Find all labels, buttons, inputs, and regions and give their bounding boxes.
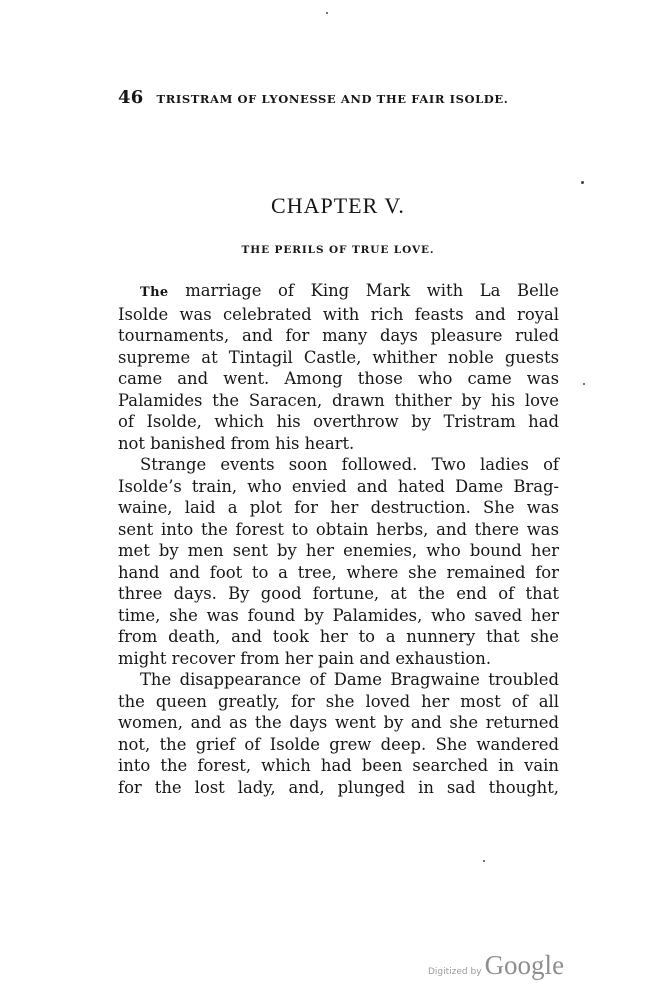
text-line: for the lost lady, and, plunged in sad thought, xyxy=(118,777,559,797)
text-line: into the forest, which had been searched in vain xyxy=(118,756,559,775)
text-line: not banished from his heart. xyxy=(118,433,355,453)
watermark-brand: Google xyxy=(484,950,565,980)
text-line: from death, and took her to a nunnery that she xyxy=(118,627,559,646)
paragraph xyxy=(118,669,559,798)
body-text xyxy=(118,280,559,798)
scan-speck xyxy=(483,860,485,862)
chapter-subtitle: THE PERILS OF TRUE LOVE. xyxy=(241,244,435,256)
text-line: waine, laid a plot for her destruction. She was xyxy=(118,498,559,517)
text-line: of Isolde, which his overthrow by Tristram had xyxy=(118,412,559,431)
paragraph xyxy=(118,454,559,669)
watermark-prefix: Digitized by xyxy=(428,967,482,977)
page-number: 46 xyxy=(118,87,144,108)
lead-word: The xyxy=(140,285,169,300)
text-line: Palamides the Saracen, drawn thither by his love xyxy=(118,390,559,410)
text-line: met by men sent by her enemies, who bound her xyxy=(118,541,559,560)
text-line: Strange events soon followed. Two ladies of xyxy=(140,455,559,474)
text-line: three days. By good fortune, at the end of that xyxy=(118,584,559,603)
text-line: the queen greatly, for she loved her most of all xyxy=(118,691,559,711)
running-title: TRISTRAM OF LYONESSE AND THE FAIR ISOLDE. xyxy=(156,92,509,106)
digitized-watermark xyxy=(428,950,564,981)
paragraph xyxy=(118,280,559,454)
text-line: hand and foot to a tree, where she remained for xyxy=(118,562,559,582)
text-line: women, and as the days went by and she returned xyxy=(118,713,559,732)
chapter-heading: CHAPTER V. xyxy=(271,193,405,218)
text-line: not, the grief of Isolde grew deep. She wandered xyxy=(118,734,559,754)
text-line-rest: marriage of King Mark with La Belle xyxy=(168,281,559,300)
text-line: tournaments, and for many days pleasure ruled xyxy=(118,326,559,345)
text-line: time, she was found by Palamides, who saved her xyxy=(118,605,559,625)
scan-speck xyxy=(581,181,584,184)
running-head xyxy=(118,87,558,108)
text-line: came and went. Among those who came was xyxy=(118,369,559,388)
text-line: supreme at Tintagil Castle, whither noble guests xyxy=(118,347,559,367)
text-line: might recover from her pain and exhaustion. xyxy=(118,648,492,668)
text-line xyxy=(118,280,559,304)
text-line: Isolde was celebrated with rich feasts and royal xyxy=(118,304,559,324)
text-line: Isolde’s train, who envied and hated Dame Brag- xyxy=(118,476,559,496)
scan-speck xyxy=(326,12,328,14)
text-line: sent into the forest to obtain herbs, and there was xyxy=(118,519,559,539)
scan-speck xyxy=(583,383,585,385)
text-line: The disappearance of Dame Bragwaine troubled xyxy=(140,670,559,689)
